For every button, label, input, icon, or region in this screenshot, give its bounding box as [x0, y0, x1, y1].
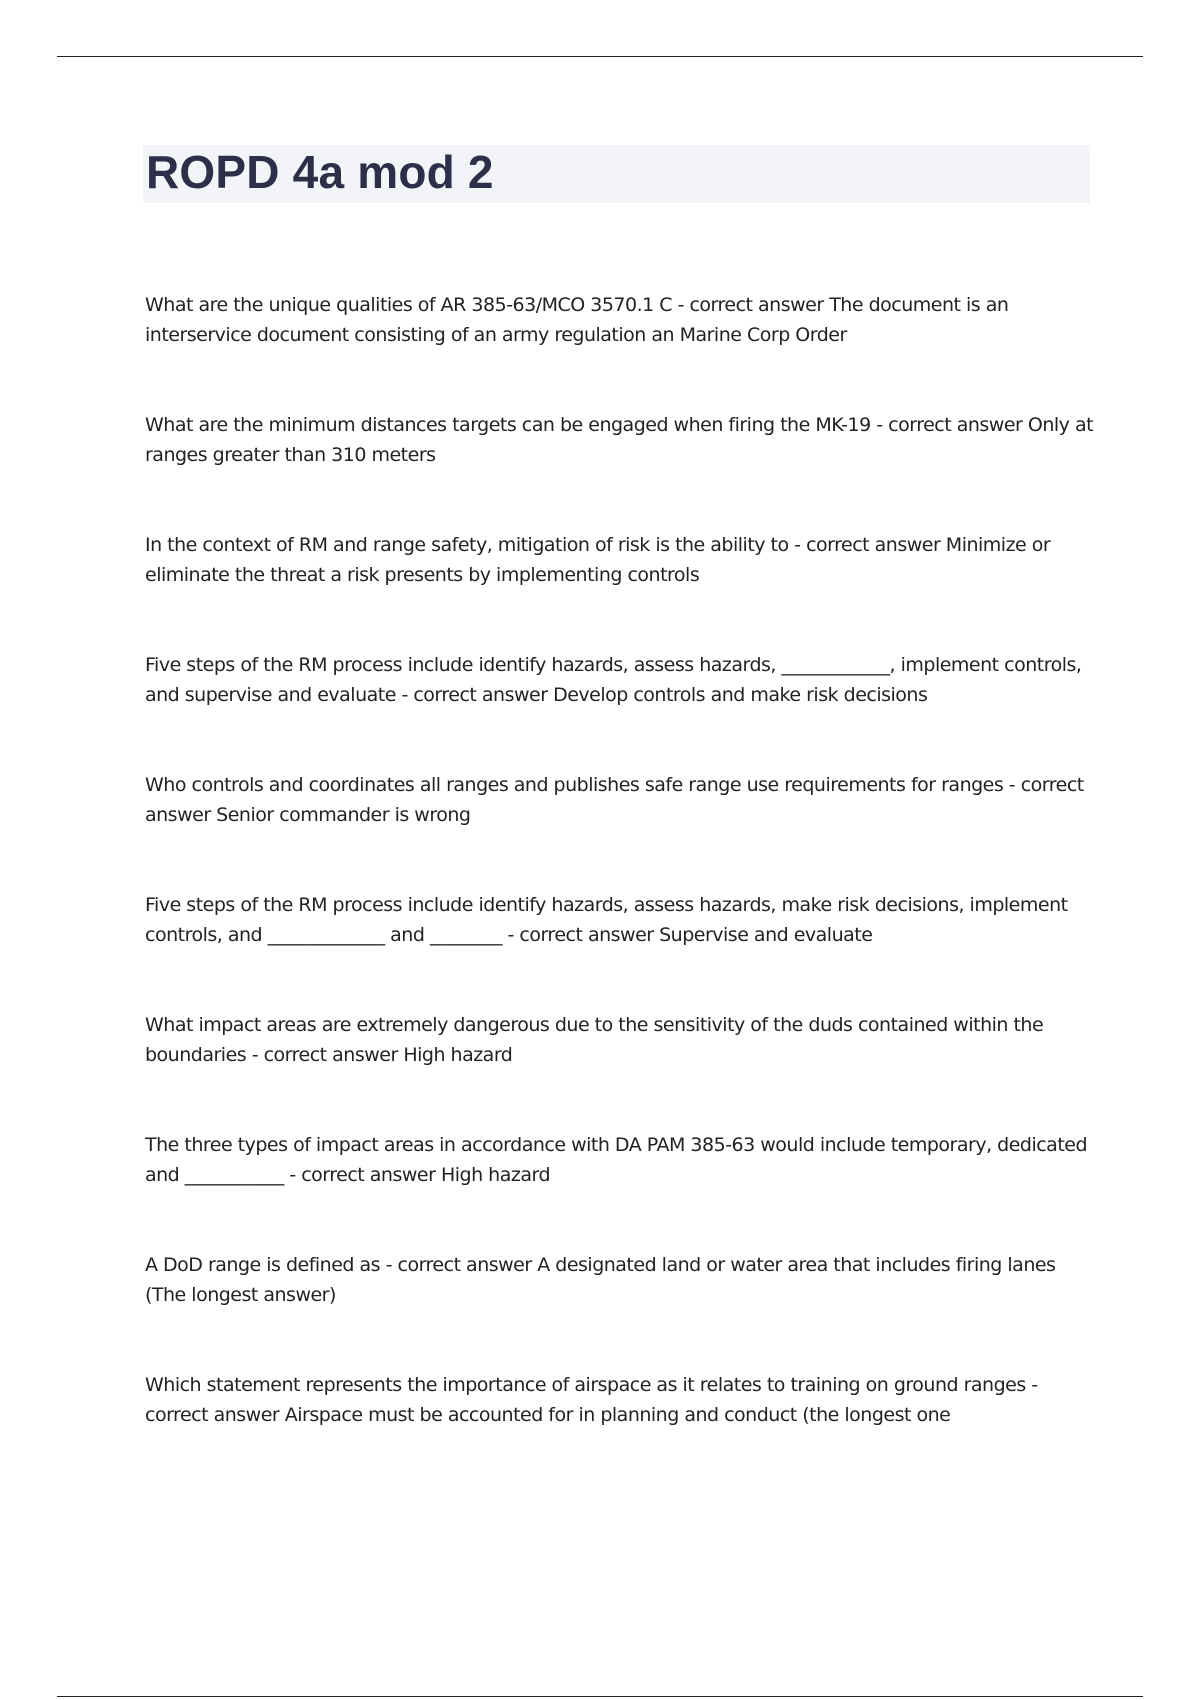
qa-item-6: Five steps of the RM process include identify hazards, assess hazards, make risk decisions, implement controls, and _____________ and ________ - correct answer Supervise and evaluate: [145, 894, 1068, 946]
qa-item-2: What are the minimum distances targets can be engaged when firing the MK-19 - correct answer Only at ranges greater than 310 meters: [145, 414, 1094, 466]
qa-item-8: The three types of impact areas in accordance with DA PAM 385-63 would include temporary, dedicated and ___________ - correct answer High hazard: [145, 1134, 1088, 1186]
qa-item-3: In the context of RM and range safety, mitigation of risk is the ability to - correct answer Minimize or eliminate the threat a risk presents by implementing controls: [145, 534, 1051, 586]
qa-item-1: What are the unique qualities of AR 385-63/MCO 3570.1 C - correct answer The document is an interservice document consisting of an army regulation an Marine Corp Order: [145, 294, 1009, 346]
qa-item-10: Which statement represents the importance of airspace as it relates to training on ground ranges - correct answer Airspace must be accounted for in planning and conduct (the longest one: [145, 1374, 1038, 1426]
qa-item-9: A DoD range is defined as - correct answer A designated land or water area that includes firing lanes (The longest answer): [145, 1254, 1056, 1306]
page-title: ROPD 4a mod 2: [146, 146, 494, 198]
qa-item-4: Five steps of the RM process include identify hazards, assess hazards, ____________, implement controls, and supervise and evaluate - correct answer Develop controls and make risk decisions: [145, 654, 1082, 706]
top-rule: [57, 56, 1143, 57]
bottom-rule: [57, 1696, 1143, 1697]
qa-list: [145, 290, 1095, 1490]
qa-item-7: What impact areas are extremely dangerous due to the sensitivity of the duds contained within the boundaries - correct answer High hazard: [145, 1014, 1044, 1066]
qa-item-5: Who controls and coordinates all ranges and publishes safe range use requirements for ranges - correct answer Senior commander is wrong: [145, 774, 1084, 826]
